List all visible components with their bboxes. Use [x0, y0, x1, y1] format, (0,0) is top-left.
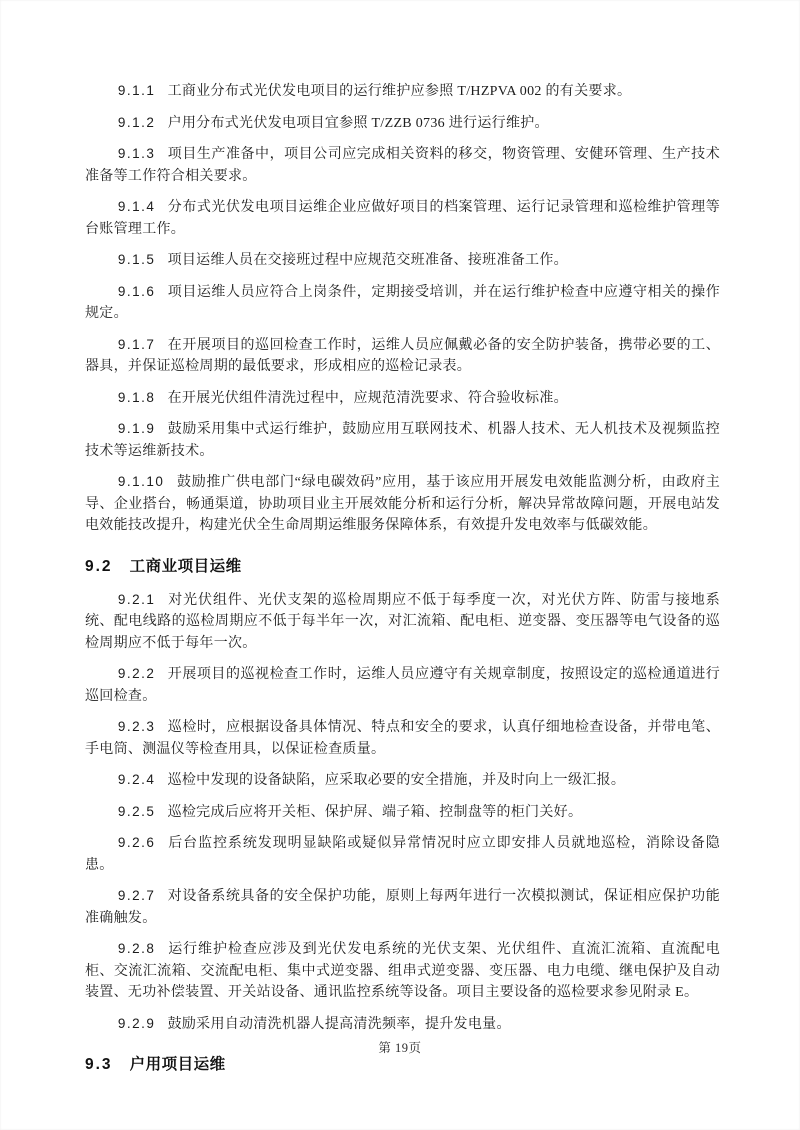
clause-paragraph: 9.2.6 后台监控系统发现明显缺陷或疑似异常情况时应立即安排人员就地巡检，消除设备隐患。 — [85, 835, 720, 873]
clause-number: 9.1.7 — [117, 336, 156, 352]
clause-paragraph: 9.1.4 分布式光伏发电项目运维企业应做好项目的档案管理、运行记录管理和巡检维护管理等台账管理工作。 — [85, 199, 720, 237]
clause-paragraph: 9.2.3 巡检时，应根据设备具体情况、特点和安全的要求，认真仔细地检查设备，并带电笔、手电筒、测温仪等检查用具，以保证检查质量。 — [85, 719, 720, 757]
clause-paragraph: 9.1.3 项目生产准备中，项目公司应完成相关资料的移交，物资管理、安健环管理、生产技术准备等工作符合相关要求。 — [85, 146, 720, 184]
clause-paragraph: 9.2.9 鼓励采用自动清洗机器人提高清洗频率，提升发电量。 — [117, 1015, 511, 1032]
clause-number: 9.1.3 — [117, 146, 156, 161]
clause-paragraph: 9.1.6 项目运维人员应符合上岗条件，定期接受培训，并在运行维护检查中应遵守相关的操作规定。 — [85, 283, 720, 321]
clause-number: 9.1.1 — [117, 83, 156, 98]
document-content — [85, 80, 720, 1087]
clause-number: 9.1.4 — [117, 199, 156, 214]
clause-paragraph: 9.1.7 在开展项目的巡回检查工作时，运维人员应佩戴必备的安全防护装备，携带必要的工、器具，并保证巡检周期的最低要求，形成相应的巡检记录表。 — [85, 336, 720, 374]
clause-number: 9.1.10 — [117, 474, 165, 489]
clause-paragraph: 9.2.7 对设备系统具备的安全保护功能，原则上每两年进行一次模拟测试，保证相应保护功能准确触发。 — [85, 888, 720, 926]
clause-paragraph: 9.1.10 鼓励推广供电部门“绿电碳效码”应用，基于该应用开展发电效能监测分析，由政府主导、企业搭台，畅通渠道，协助项目业主开展效能分析和运行分析，解决异常故障问题，开展电站发电效能技改提升，构建光伏全生命周期运维服务保障体系，有效提升发电效率与低碳效能。 — [85, 474, 720, 533]
clause-number: 9.2.6 — [117, 835, 156, 850]
clause-number: 9.2.9 — [117, 1015, 156, 1031]
clause-number: 9.2.3 — [117, 719, 156, 734]
clause-number: 9.1.6 — [117, 283, 156, 299]
clause-paragraph: 9.2.8 运行维护检查应涉及到光伏发电系统的光伏支架、光伏组件、直流汇流箱、直流配电柜、交流汇流箱、交流配电柜、集中式逆变器、组串式逆变器、变压器、电力电缆、继电保护及自动装置、无功补偿装置、开关站设备、通讯监控系统等设备。项目主要设备的巡检要求参见附录 E。 — [85, 941, 720, 1000]
clause-number: 9.2.7 — [117, 888, 156, 903]
page-footer — [0, 1038, 800, 1056]
section-heading — [85, 554, 720, 576]
section-number: 9.3 — [85, 1056, 113, 1073]
clause-number: 9.2.5 — [117, 803, 156, 819]
clause-number: 9.2.2 — [117, 666, 156, 681]
clause-paragraph: 9.2.5 巡检完成后应将开关柜、保护屏、端子箱、控制盘等的柜门关好。 — [117, 803, 583, 820]
section-title: 户用项目运维 — [129, 1056, 226, 1073]
clause-paragraph: 9.1.5 项目运维人员在交接班过程中应规范交班准备、接班准备工作。 — [117, 252, 568, 268]
clause-paragraph: 9.2.2 开展项目的巡视检查工作时，运维人员应遵守有关规章制度，按照设定的巡检通道进行巡回检查。 — [85, 666, 720, 704]
clause-paragraph: 9.1.9 鼓励采用集中式运行维护，鼓励应用互联网技术、机器人技术、无人机技术及视频监控技术等运维新技术。 — [85, 421, 720, 459]
clause-paragraph: 9.1.1 工商业分布式光伏发电项目的运行维护应参照 T/HZPVA 002 的有关要求。 — [117, 83, 632, 99]
clause-number: 9.2.8 — [117, 941, 156, 956]
clause-number: 9.2.4 — [117, 772, 156, 787]
section-number: 9.2 — [85, 557, 113, 575]
clause-paragraph: 9.2.4 巡检中发现的设备缺陷，应采取必要的安全措施，并及时向上一级汇报。 — [117, 772, 626, 788]
clause-paragraph: 9.2.1 对光伏组件、光伏支架的巡检周期应不低于每季度一次，对光伏方阵、防雷与接地系统、配电线路的巡检周期应不低于每半年一次，对汇流箱、配电柜、逆变器、变压器等电气设备的巡检周期应不低于每年一次。 — [85, 591, 720, 651]
clause-paragraph: 9.1.8 在开展光伏组件清洗过程中，应规范清洗要求、符合验收标准。 — [117, 389, 568, 406]
clause-paragraph: 9.1.2 户用分布式光伏发电项目宜参照 T/ZZB 0736 进行运行维护。 — [117, 114, 549, 131]
clause-number: 9.1.5 — [117, 252, 156, 267]
clause-number: 9.2.1 — [117, 591, 156, 607]
clause-number: 9.1.9 — [117, 421, 156, 436]
page-number: 第 19页 — [378, 1041, 422, 1055]
clause-number: 9.1.8 — [117, 389, 156, 405]
section-title: 工商业项目运维 — [129, 557, 242, 575]
clause-number: 9.1.2 — [117, 114, 156, 130]
